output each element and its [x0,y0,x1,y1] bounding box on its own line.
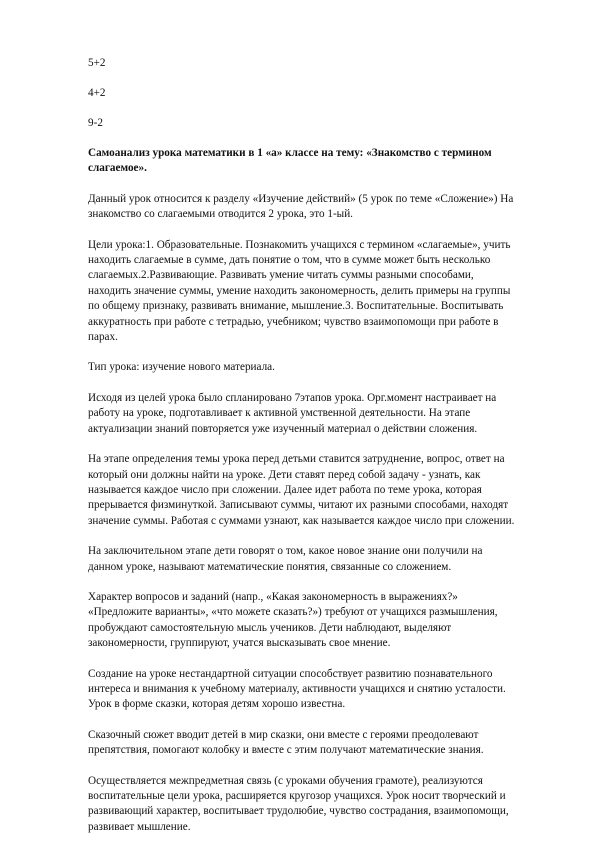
paragraph-questions: Характер вопросов и заданий (напр., «Какая закономерность в выражениях?» «Предложите варианты», «что можете сказать?») требуют от учащихся размышления, пробуждают самостоятельную мысль учеников. Дети наблюдают, выделяют закономерности, группируют, учатся высказывать свое мнение. [88,590,498,650]
paragraph-interdisciplinary: Осуществляется межпредметная связь (с уроками обучения грамоте), реализуются воспитательные цели урока, расширяется кругозор учащихся. Урок носит творческий и развивающий характер, воспитывает трудолюбие, чувство сострадания, взаимопомощи, развивает мышление. [88,774,509,833]
paragraph-lesson-type: Тип урока: изучение нового материала. [88,361,275,374]
paragraph-topic-stage: На этапе определения темы урока перед детьми ставится затруднение, вопрос, ответ на который они должны найти на уроке. Дети ставят перед собой задачу - узнать, как называется каждое число при сложении. Далее идет работа по теме урока, которая прерывается физминуткой. Записывают суммы, читают их разными способами, находят значение суммы. Работая с суммами узнают, как называется каждое число при сложении. [88,453,515,527]
document-body [88,56,516,850]
paragraph-fairy-tale: Сказочный сюжет вводит детей в мир сказки, они вместе с героями преодолевают препятствия, помогают колобку и вместе с этим получают математические знания. [88,728,484,757]
paragraph-lesson-section: Данный урок относится к разделу «Изучение действий» (5 урок по теме «Сложение») На знакомство со слагаемыми отводится 2 урока, это 1-ый. [88,192,514,221]
paragraph-lesson-goals: Цели урока:1. Образовательные. Познакомить учащихся с термином «слагаемые», учить находить слагаемые в сумме, дать понятие о том, что в сумме может быть несколько слагаемых.2.Развивающие. Развивать умение читать суммы разными способами, находить значение суммы, умение находить закономерность, делить примеры на группы по общему признаку, развивать внимание, мышление.3. Воспитательные. Воспитывать аккуратность при работе с тетрадью, учебником; чувство взаимопомощи при работе в парах. [88,238,511,344]
expression-3: 9-2 [88,117,103,129]
paragraph-situation: Создание на уроке нестандартной ситуации способствует развитию познавательного интереса и внимания к учебному материалу, активности учащихся и снятию усталости. Урок в форме сказки, которая детям хорошо известна. [88,667,506,711]
expression-1: 5+2 [88,57,106,69]
paragraph-final-stage: На заключительном этапе дети говорят о том, какое новое знание они получили на данном уроке, называют математические понятия, связанные со сложением. [88,545,483,573]
expression-2: 4+2 [88,87,106,99]
document-heading: Самоанализ урока математики в 1 «а» классе на тему: «Знакомство с термином слагаемое». [88,147,492,175]
paragraph-lesson-stages: Исходя из целей урока было спланировано 7этапов урока. Орг.момент настраивает на работу на уроке, подготавливает к активной умственной деятельности. На этапе актуализации знаний повторяется уже изученный материал о действии сложения. [88,391,497,435]
